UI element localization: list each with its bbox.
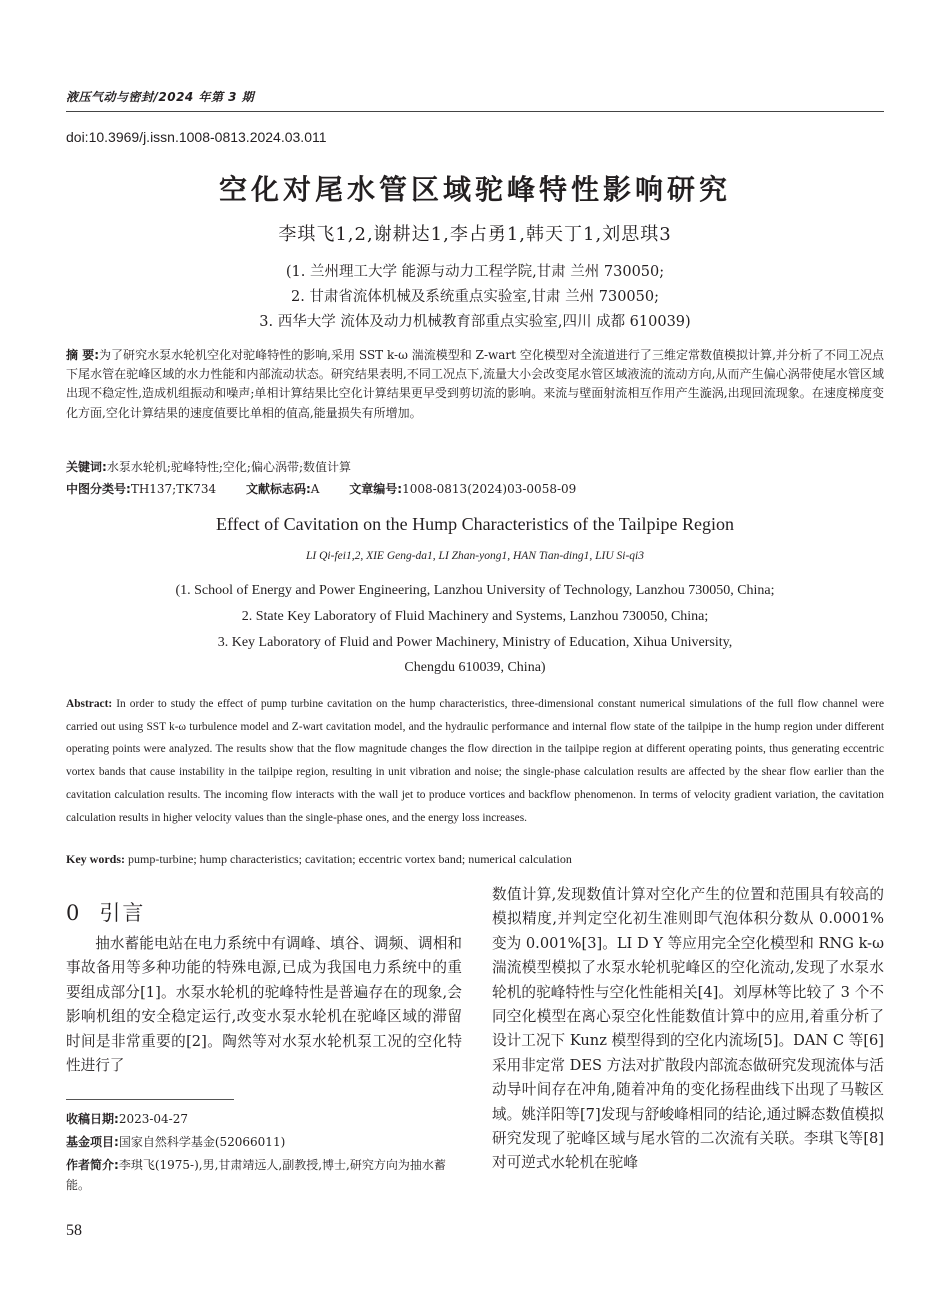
affiliation-en-4: Chengdu 610039, China): [404, 660, 546, 675]
keywords-cn-text: 水泵水轮机;驼峰特性;空化;偏心涡带;数值计算: [106, 460, 351, 474]
fund-value: 国家自然科学基金(52066011): [118, 1135, 286, 1149]
affiliation-cn-1: (1. 兰州理工大学 能源与动力工程学院,甘肃 兰州 730050;: [285, 264, 665, 280]
footnote-rule: [66, 1099, 234, 1100]
affiliation-en-3: 3. Key Laboratory of Fluid and Power Machinery, Ministry of Education, Xihua University,: [217, 635, 733, 650]
clc-label: 中图分类号:: [66, 482, 131, 496]
affiliation-cn-3: 3. 西华大学 流体及动力机械教育部重点实验室,四川 成都 610039): [259, 314, 691, 330]
page-number: 58: [66, 1222, 82, 1239]
doc-code-value: A: [310, 482, 320, 496]
keywords-en-label: Key words:: [66, 852, 125, 866]
section-title: 引言: [99, 901, 146, 925]
author-bio-value: 李琪飞(1975-),男,甘肃靖远人,副教授,博士,研究方向为抽水蓄能。: [66, 1158, 446, 1192]
abstract-en-label: Abstract:: [66, 698, 113, 710]
fund-label: 基金项目:: [66, 1135, 119, 1149]
clc-value: TH137;TK734: [130, 482, 217, 496]
footnote-fund: [66, 1133, 462, 1153]
title-cn: 空化对尾水管区域驼峰特性影响研究: [218, 173, 731, 206]
keywords-cn-label: 关键词:: [66, 460, 107, 474]
footnote-author: [66, 1156, 462, 1195]
section-number: 0: [66, 901, 82, 925]
footnote-received: [66, 1110, 462, 1130]
keywords-en-text: pump-turbine; hump characteristics; cavitation; eccentric vortex band; numerical calculation: [128, 852, 572, 866]
abstract-cn: [66, 346, 884, 423]
article-no-label: 文章编号:: [349, 482, 403, 496]
header-rule: [66, 111, 884, 112]
affiliation-en-2: 2. State Key Laboratory of Fluid Machinery and Systems, Lanzhou 730050, China;: [241, 609, 709, 624]
doc-code-label: 文献标志码:: [245, 482, 311, 496]
abstract-en: [66, 693, 884, 829]
doi: doi:10.3969/j.issn.1008-0813.2024.03.011: [66, 129, 327, 145]
keywords-cn: [66, 458, 351, 475]
abstract-en-text: In order to study the effect of pump turbine cavitation on the hump characteristics, three-dimensional constant numerical simulations of the full flow channel were carried out using SST k-ω turbulence model and Z-wart cavitation model, and the hydraulic performance and internal flow state of the tailpipe in the hump region under different operating points were analyzed. The results show that the flow magnitude changes the flow direction in the tailpipe region at different operating points, thus generating eccentric vortex bands that cause instability in the tailpipe region, resulting in unit vibration and noise; the single-phase calculation results are affected by the shear flow earlier than the cavitation calculation results. The incoming flow interacts with the wall jet to produce vortices and backflow phenomenon. In terms of velocity gradient variation, the cavitation calculation results in higher velocity values than the single-phase ones, and the energy loss increases.: [66, 698, 884, 824]
body-right-column: 数值计算,发现数值计算对空化产生的位置和范围具有较高的模拟精度,并判定空化初生准则即气泡体积分数从 0.0001% 变为 0.001%[3]。LI D Y 等应用完全空化模型和 RNG k-ω 湍流模型模拟了水泵水轮机驼峰区的空化流动,发现了水泵水轮机的驼峰特性与空化性能相关[4]。刘厚林等比较了 3 个不同空化模型在离心泵空化性能数值计算中的应用,着重分析了设计工况下 Kunz 模型得到的空化内流场[5]。DAN C 等[6]采用非定常 DES 方法对扩散段内部流态做研究发现流体与活动导叶间存在冲角,随着冲角的变化扬程曲线下出现了马鞍区域。姚洋阳等[7]发现与舒峻峰相同的结论,通过瞬态数值模拟研究发现了驼峰区域与尾水管的二次流有关联。李琪飞等[8]对可逆式水轮机在驼峰: [492, 886, 884, 1172]
article-no-value: 1008-0813(2024)03-0058-09: [402, 482, 577, 496]
journal-header: 液压气动与密封/2024 年第 3 期: [66, 90, 255, 104]
authors-cn: 李琪飞1,2,谢耕达1,李占勇1,韩天丁1,刘思琪3: [278, 224, 672, 245]
author-bio-label: 作者简介:: [66, 1158, 119, 1172]
affiliation-en-1: (1. School of Energy and Power Engineering, Lanzhou University of Technology, Lanzhou 730050, China;: [175, 583, 775, 598]
title-en: Effect of Cavitation on the Hump Characteristics of the Tailpipe Region: [216, 514, 734, 534]
affiliation-cn-2: 2. 甘肃省流体机械及系统重点实验室,甘肃 兰州 730050;: [290, 289, 659, 305]
section-heading: [66, 897, 145, 927]
abstract-cn-text: 为了研究水泵水轮机空化对驼峰特性的影响,采用 SST k-ω 湍流模型和 Z-wart 空化模型对全流道进行了三维定常数值模拟计算,并分析了不同工况点下尾水管在驼峰区域的水力性能和内部流动状态。研究结果表明,不同工况点下,流量大小会改变尾水管区域液流的流动方向,从而产生偏心涡带使尾水管区域出现不稳定性,造成机组振动和噪声;单相计算结果比空化计算结果更早受到剪切流的影响。来流与壁面射流相互作用产生漩涡,出现回流现象。在速度梯度变化方面,空化计算结果的速度值要比单相的值高,能量损失有所增加。: [66, 348, 884, 420]
received-label: 收稿日期:: [66, 1112, 119, 1126]
authors-en: LI Qi-fei1,2, XIE Geng-da1, LI Zhan-yong1, HAN Tian-ding1, LIU Si-qi3: [306, 550, 644, 562]
keywords-en: [66, 852, 572, 867]
classification-line: [66, 480, 576, 497]
received-value: 2023-04-27: [118, 1112, 188, 1126]
body-left-column: 抽水蓄能电站在电力系统中有调峰、填谷、调频、调相和事故备用等多种功能的特殊电源,已成为我国电力系统中的重要组成部分[1]。水泵水轮机的驼峰特性是普遍存在的现象,会影响机组的安全稳定运行,改变水泵水轮机在驼峰区域的滞留时间是非常重要的[2]。陶然等对水泵水轮机泵工况的空化特性进行了: [66, 935, 462, 1075]
abstract-cn-label: 摘 要:: [66, 348, 100, 362]
